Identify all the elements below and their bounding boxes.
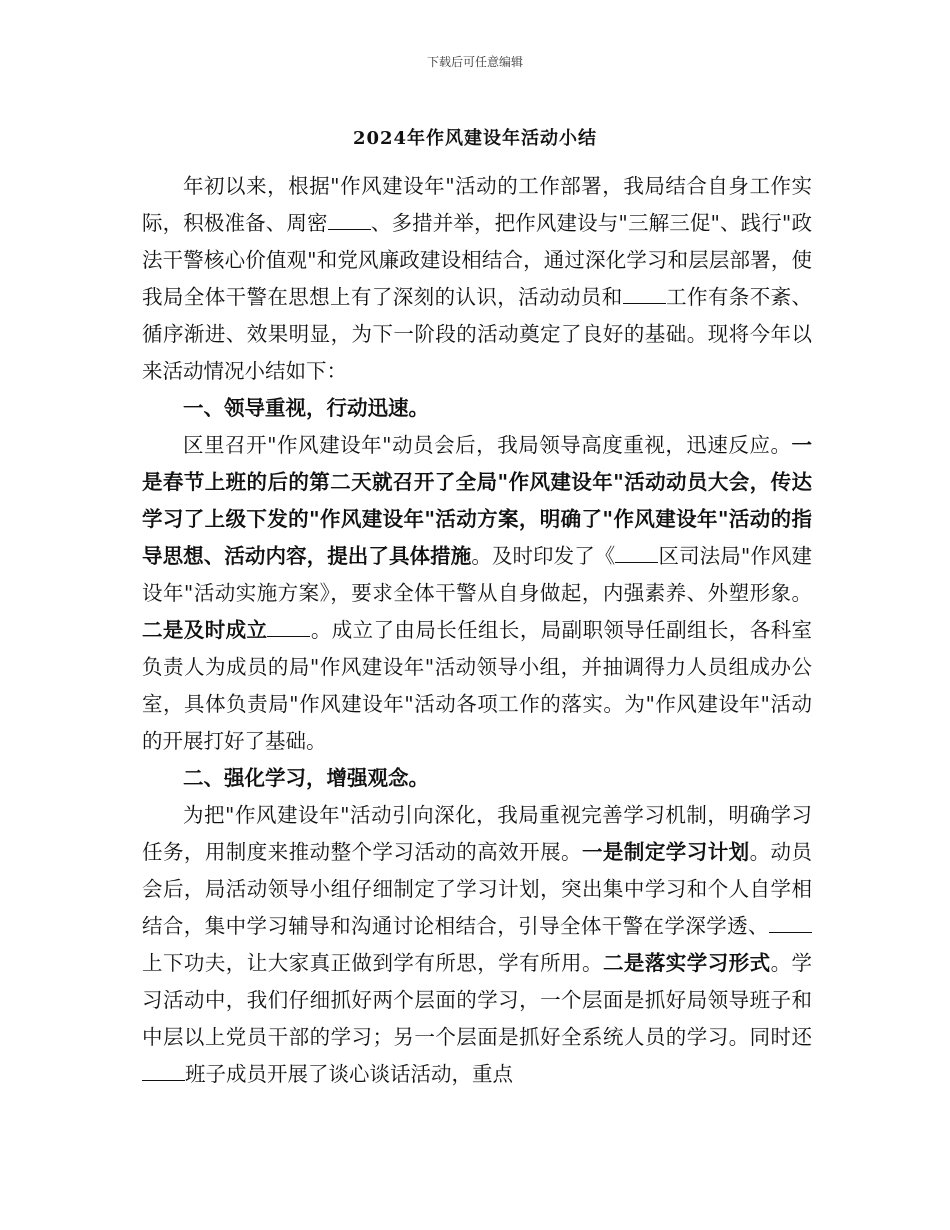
section-2-paragraph: 为把"作风建设年"活动引向深化，我局重视完善学习机制，明确学习任务，用制度来推动整个学习活动的高效开展。一是制定学习计划。动员会后，局活动领导小组仔细制定了学习计划，突出集中学习和个人自学相结合，集中学习辅导和沟通讨论相结合，引导全体干警在学深学透、上下功夫，让大家真正做到学有所思，学有所用。二是落实学习形式。学习活动中，我们仔细抓好两个层面的学习，一个层面是抓好局领导班子和中层以上党员干部的学习；另一个层面是抓好全系统人员的学习。同时还班子成员开展了谈心谈话活动，重点 (142, 803, 813, 1086)
header-note: 下载后可任意编辑 (426, 55, 523, 69)
bold-phrase: 二是落实学习形式 (602, 951, 771, 975)
fill-blank (267, 618, 310, 637)
fill-blank (142, 1062, 185, 1081)
fill-blank (623, 285, 666, 304)
fill-blank (615, 544, 658, 563)
fill-blank (769, 914, 812, 933)
bold-phrase: 一是制定学习计划 (581, 840, 750, 864)
document-body (142, 168, 812, 1093)
bold-phrase: 二是及时成立 (142, 618, 268, 642)
document-title: 2024年作风建设年活动小结 (352, 128, 598, 149)
section-1-paragraph: 区里召开"作风建设年"动员会后，我局领导高度重视，迅速反应。一是春节上班的后的第二天就召开了全局"作风建设年"活动动员大会，传达学习了上级下发的"作风建设年"活动方案，明确了"作风建设年"活动的指导思想、活动内容，提出了具体措施。及时印发了《 区司法局"作风建设年"活动实施方案》，要求全体干警从自身做起，内强素养、外塑形象。二是及时成立 。成立了由局长任组长，局副职领导任副组长，各科室负责人为成员的局"作风建设年"活动领导小组，并抽调得力人员组成办公室，具体负责局"作风建设年"活动各项工作的落实。为"作风建设年"活动的开展打好了基础。 (142, 433, 813, 753)
intro-paragraph: 年初以来，根据"作风建设年"活动的工作部署，我局结合自身工作实际，积极准备、周密 、多措并举，把作风建设与"三解三促"、践行"政法干警核心价值观"和党风廉政建设相结合，通过深化学习和层层部署，使我局全体干警在思想上有了深刻的认识，活动动员和 工作有条不紊、循序渐进、效果明显，为下一阶段的活动奠定了良好的基础。现将今年以来活动情况小结如下： (142, 174, 813, 383)
section-1-heading: 一、领导重视，行动迅速。 (183, 396, 429, 420)
fill-blank (328, 211, 371, 230)
bold-phrase: 一是春节上班的后的第二天就召开了全局"作风建设年"活动动员大会，传达学习了上级下发的"作风建设年"活动方案，明确了"作风建设年"活动的指导思想、活动内容，提出了具体措施 (142, 433, 812, 568)
section-2-heading: 二、强化学习，增强观念。 (183, 766, 429, 790)
